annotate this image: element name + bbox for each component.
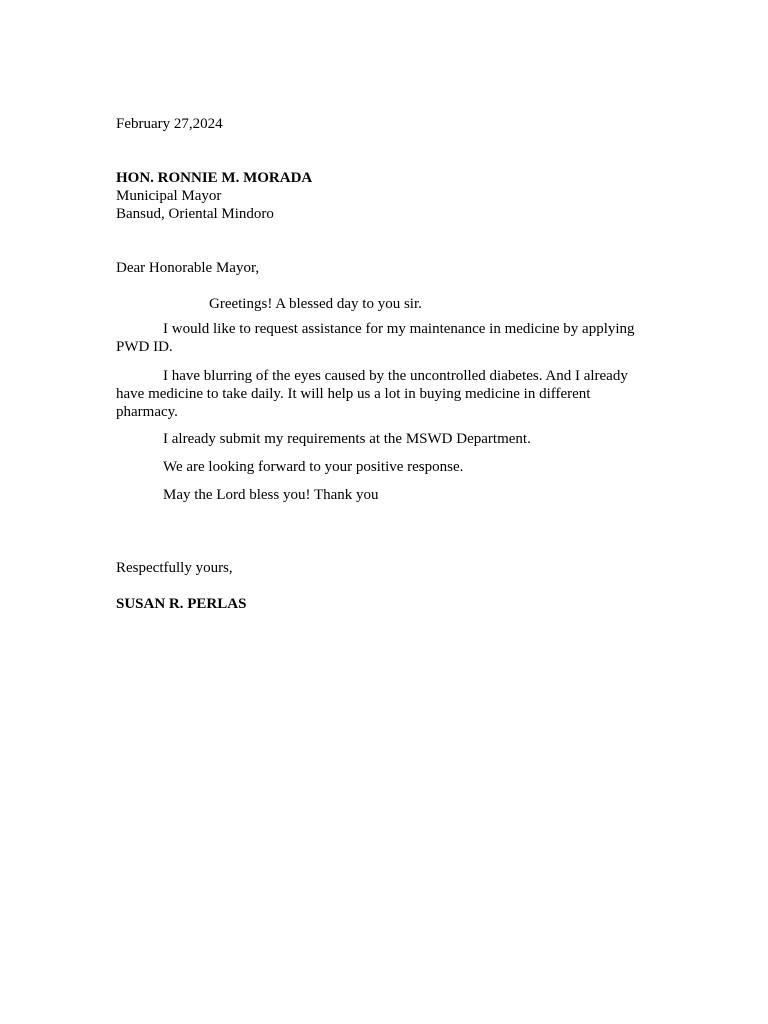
body-paragraph-5: May the Lord bless you! Thank you [163, 487, 379, 503]
recipient-title: Municipal Mayor [116, 188, 222, 204]
salutation: Dear Honorable Mayor, [116, 260, 260, 276]
greeting-line: Greetings! A blessed day to you sir. [209, 296, 422, 312]
recipient-address: Bansud, Oriental Mindoro [116, 206, 274, 222]
signatory-name: SUSAN R. PERLAS [116, 596, 247, 612]
body-paragraph-1: I would like to request assistance for my maintenance in medicine by applying PWD ID. [116, 321, 635, 355]
body-paragraph-2: I have blurring of the eyes caused by the uncontrolled diabetes. And I already have medicine to take daily. It will help us a lot in buying medicine in different pharmacy. [116, 368, 628, 420]
body-paragraph-4: We are looking forward to your positive response. [163, 459, 464, 475]
recipient-name: HON. RONNIE M. MORADA [116, 170, 313, 186]
letter-date: February 27,2024 [116, 116, 223, 132]
closing: Respectfully yours, [116, 560, 233, 576]
body-paragraph-3: I already submit my requirements at the MSWD Department. [163, 431, 531, 447]
